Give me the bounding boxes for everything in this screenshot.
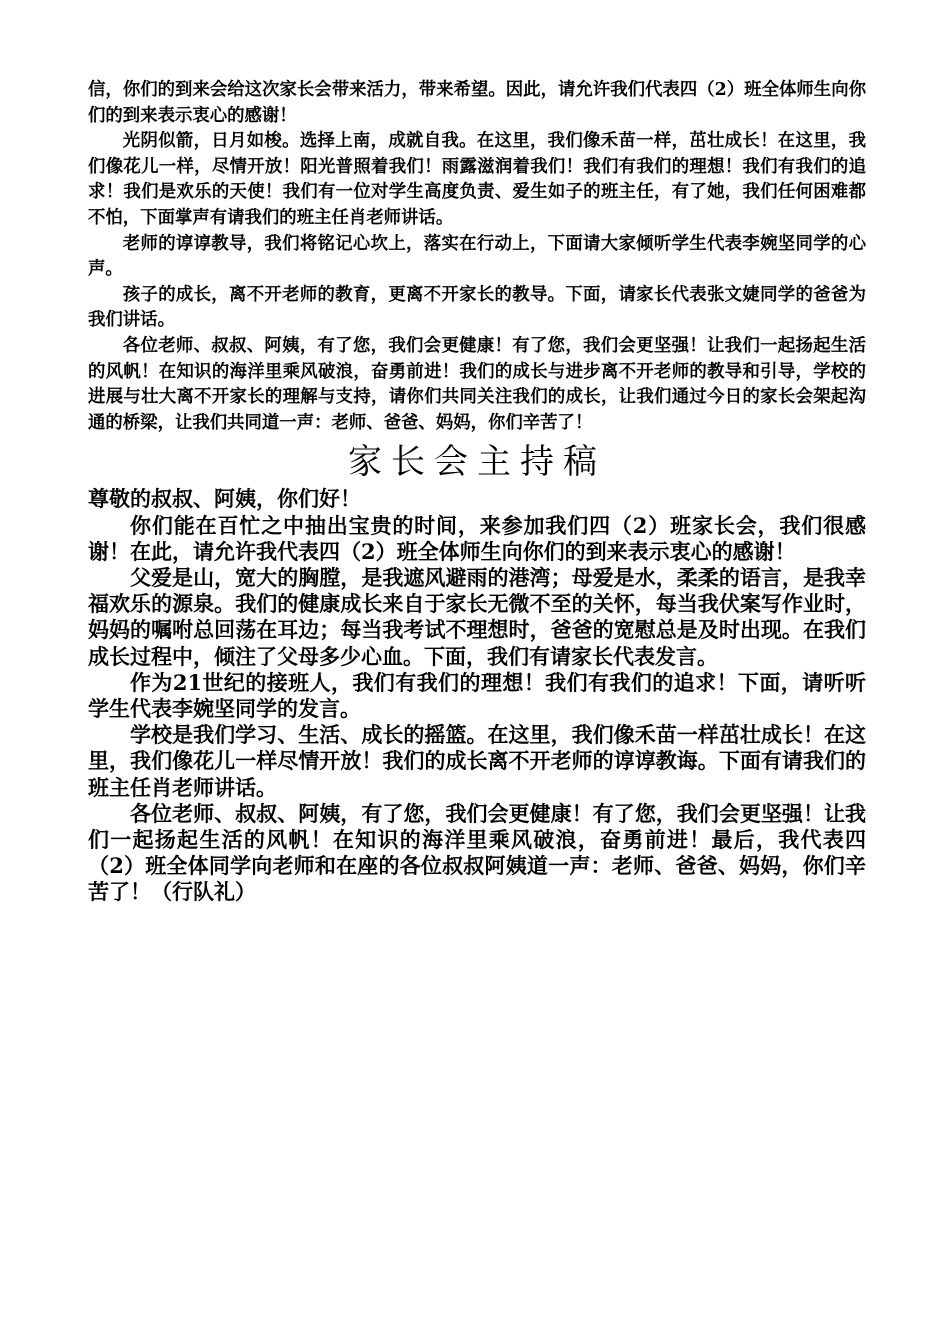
paragraph: 孩子的成长，离不开老师的教育，更离不开家长的教导。下面，请家长代表张文婕同学的爸爸为我们讲话。 [88,284,866,331]
paragraph: 光阴似箭，日月如梭。选择上南，成就自我。在这里，我们像禾苗一样，茁壮成长！在这里，我们像花儿一样，尽情开放！阳光普照着我们！雨露滋润着我们！我们有我们的理想！我们有我们的追求！我们是欢乐的天使！我们有一位对学生高度负责、爱生如子的班主任，有了她，我们任何困难都不怕，下面掌声有请我们的班主任肖老师讲话。 [88,131,866,228]
paragraph: 老师的谆谆教导，我们将铭记心坎上，落实在行动上，下面请大家倾听学生代表李婉坚同学的心声。 [88,233,866,280]
paragraph: 父爱是山，宽大的胸膛，是我遮风避雨的港湾；母爱是水，柔柔的语言，是我幸福欢乐的源泉。我们的健康成长来自于家长无微不至的关怀，每当我伏案写作业时，妈妈的嘱咐总回荡在耳边；每当我考试不理想时，爸爸的宽慰总是及时出现。在我们成长过程中，倾注了父母多少心血。下面，我们有请家长代表发言。 [88,564,866,669]
paragraph: 各位老师、叔叔、阿姨，有了您，我们会更健康！有了您，我们会更坚强！让我们一起扬起生活的风帆！在知识的海洋里乘风破浪，奋勇前进！我们的成长与进步离不开老师的教导和引导，学校的进展与壮大离不开家长的理解与支持，请你们共同关注我们的成长，让我们通过今日的家长会架起沟通的桥梁，让我们共同道一声：老师、爸爸、妈妈，你们辛苦了！ [88,335,866,433]
host-script-section [88,486,866,905]
document-page [88,78,866,906]
paragraph: 你们能在百忙之中抽出宝贵的时间，来参加我们四（2）班家长会，我们很感谢！在此，请允许我代表四（2）班全体师生向你们的到来表示衷心的感谢！ [88,512,866,564]
paragraph: 各位老师、叔叔、阿姨，有了您，我们会更健康！有了您，我们会更坚强！让我们一起扬起生活的风帆！在知识的海洋里乘风破浪，奋勇前进！最后，我代表四（2）班全体同学向老师和在座的各位叔叔阿姨道一声：老师、爸爸、妈妈，你们辛苦了！（行队礼） [88,800,866,905]
greeting: 尊敬的叔叔、阿姨，你们好！ [88,486,361,512]
previous-script-section [88,78,866,436]
paragraph: 作为21世纪的接班人，我们有我们的理想！我们有我们的追求！下面，请听听学生代表李婉坚同学的发言。 [88,669,866,721]
document-title: 家长会主持稿 [348,442,606,483]
paragraph: 信，你们的到来会给这次家长会带来活力，带来希望。因此，请允许我们代表四（2）班全体师生向你们的到来表示衷心的感谢！ [88,80,866,126]
paragraph: 学校是我们学习、生活、成长的摇篮。在这里，我们像禾苗一样茁壮成长！在这里，我们像花儿一样尽情开放！我们的成长离不开老师的谆谆教诲。下面有请我们的班主任肖老师讲话。 [88,722,866,800]
